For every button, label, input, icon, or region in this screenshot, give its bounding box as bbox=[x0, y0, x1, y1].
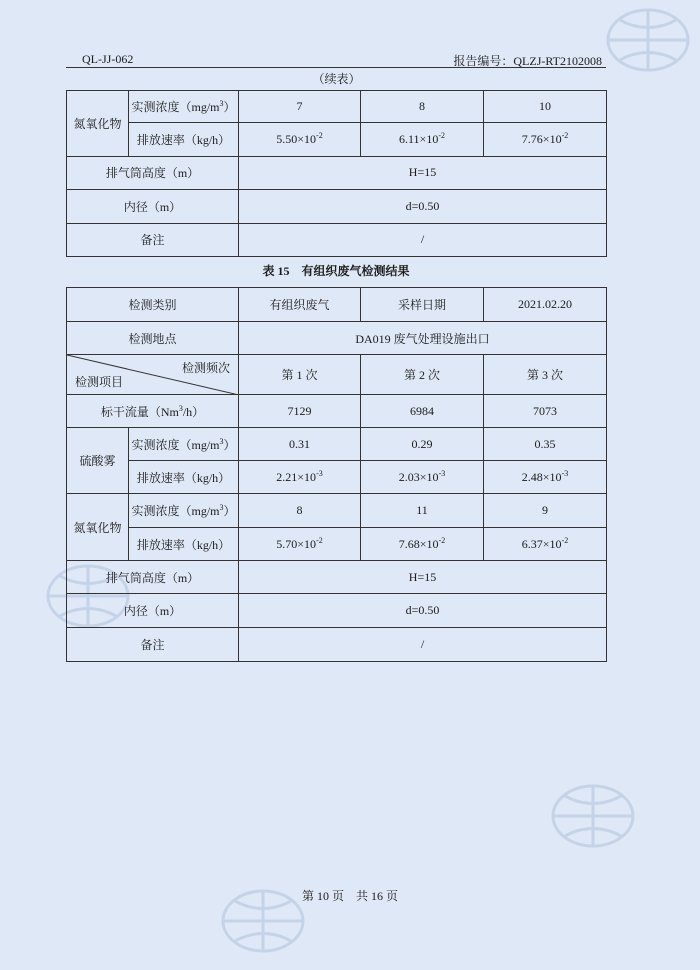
run-header: 第 2 次 bbox=[361, 355, 484, 395]
sample-date-label: 采样日期 bbox=[361, 288, 484, 322]
flow-value: 7129 bbox=[239, 395, 361, 428]
run-header: 第 1 次 bbox=[239, 355, 361, 395]
conc-label: 实测浓度$(mg/m^3)$ bbox=[129, 494, 239, 528]
conc-value: 10 bbox=[484, 90, 607, 122]
nox-label: 氮氧化物 bbox=[67, 90, 129, 156]
table-caption: 表 15 有组织废气检测结果 bbox=[262, 264, 410, 278]
remark-label: 备注 bbox=[67, 628, 239, 662]
conc-value: 0.31 bbox=[239, 428, 361, 461]
conc-value: 7 bbox=[239, 90, 361, 122]
rate-label: 排放速率（kg/h） bbox=[129, 528, 239, 561]
remark-value: / bbox=[239, 223, 607, 256]
rate-value: $2.03\times 10^{-3}$ bbox=[361, 461, 484, 494]
globe-seal-icon bbox=[600, 4, 696, 76]
run-header: 第 3 次 bbox=[484, 355, 607, 395]
conc-label: 实测浓度$(mg/m^3)$ bbox=[129, 428, 239, 461]
continued-table bbox=[66, 68, 607, 257]
globe-seal-icon bbox=[545, 780, 641, 852]
conc-value: 8 bbox=[361, 90, 484, 122]
rate-label: 排放速率（kg/h） bbox=[129, 122, 239, 156]
item-label: 检测项目 bbox=[75, 375, 124, 389]
inner-diameter-label: 内径（m） bbox=[67, 594, 239, 628]
rate-value: $6.11\times 10^{-2}$ bbox=[361, 122, 484, 156]
stack-height-value: H=15 bbox=[239, 156, 607, 189]
diagonal-header-cell bbox=[67, 355, 239, 395]
rate-value: $5.70\times 10^{-2}$ bbox=[239, 528, 361, 561]
inner-diameter-value: d=0.50 bbox=[239, 189, 607, 223]
nox-label: 氮氧化物 bbox=[67, 494, 129, 561]
rate-value: $5.50\times 10^{-2}$ bbox=[239, 122, 361, 156]
sample-date-value: 2021.02.20 bbox=[484, 288, 607, 322]
inner-diameter-label: 内径（m） bbox=[67, 189, 239, 223]
flow-value: 6984 bbox=[361, 395, 484, 428]
table-15 bbox=[66, 287, 607, 662]
rate-value: $7.68\times 10^{-2}$ bbox=[361, 528, 484, 561]
continued-label: （续表） bbox=[67, 68, 607, 90]
stack-height-label: 排气筒高度（m） bbox=[67, 561, 239, 594]
conc-value: 0.29 bbox=[361, 428, 484, 461]
h2so4-label: 硫酸雾 bbox=[67, 428, 129, 494]
category-label: 检测类别 bbox=[67, 288, 239, 322]
document-code: QL-JJ-062 bbox=[82, 52, 134, 66]
conc-label: 实测浓度$(mg/m^3)$ bbox=[129, 90, 239, 122]
conc-value: 9 bbox=[484, 494, 607, 528]
stack-height-label: 排气筒高度（m） bbox=[67, 156, 239, 189]
stack-height-value: H=15 bbox=[239, 561, 607, 594]
remark-value: / bbox=[239, 628, 607, 662]
remark-label: 备注 bbox=[67, 223, 239, 256]
frequency-label: 检测频次 bbox=[182, 361, 231, 375]
rate-value: $7.76\times 10^{-2}$ bbox=[484, 122, 607, 156]
category-value: 有组织废气 bbox=[239, 288, 361, 322]
location-label: 检测地点 bbox=[67, 322, 239, 355]
rate-label: 排放速率（kg/h） bbox=[129, 461, 239, 494]
location-value: DA019 废气处理设施出口 bbox=[239, 322, 607, 355]
conc-value: 11 bbox=[361, 494, 484, 528]
rate-value: $2.21\times 10^{-3}$ bbox=[239, 461, 361, 494]
report-number: 报告编号：QLZJ-RT2102008 bbox=[453, 54, 602, 68]
page-number: 第 10 页 共 16 页 bbox=[301, 889, 398, 903]
rate-value: $2.48\times 10^{-3}$ bbox=[484, 461, 607, 494]
conc-value: 8 bbox=[239, 494, 361, 528]
flow-value: 7073 bbox=[484, 395, 607, 428]
rate-value: $6.37\times 10^{-2}$ bbox=[484, 528, 607, 561]
flow-label: 标干流量（Nm$^3$/h） bbox=[67, 395, 239, 428]
conc-value: 0.35 bbox=[484, 428, 607, 461]
inner-diameter-value: d=0.50 bbox=[239, 594, 607, 628]
